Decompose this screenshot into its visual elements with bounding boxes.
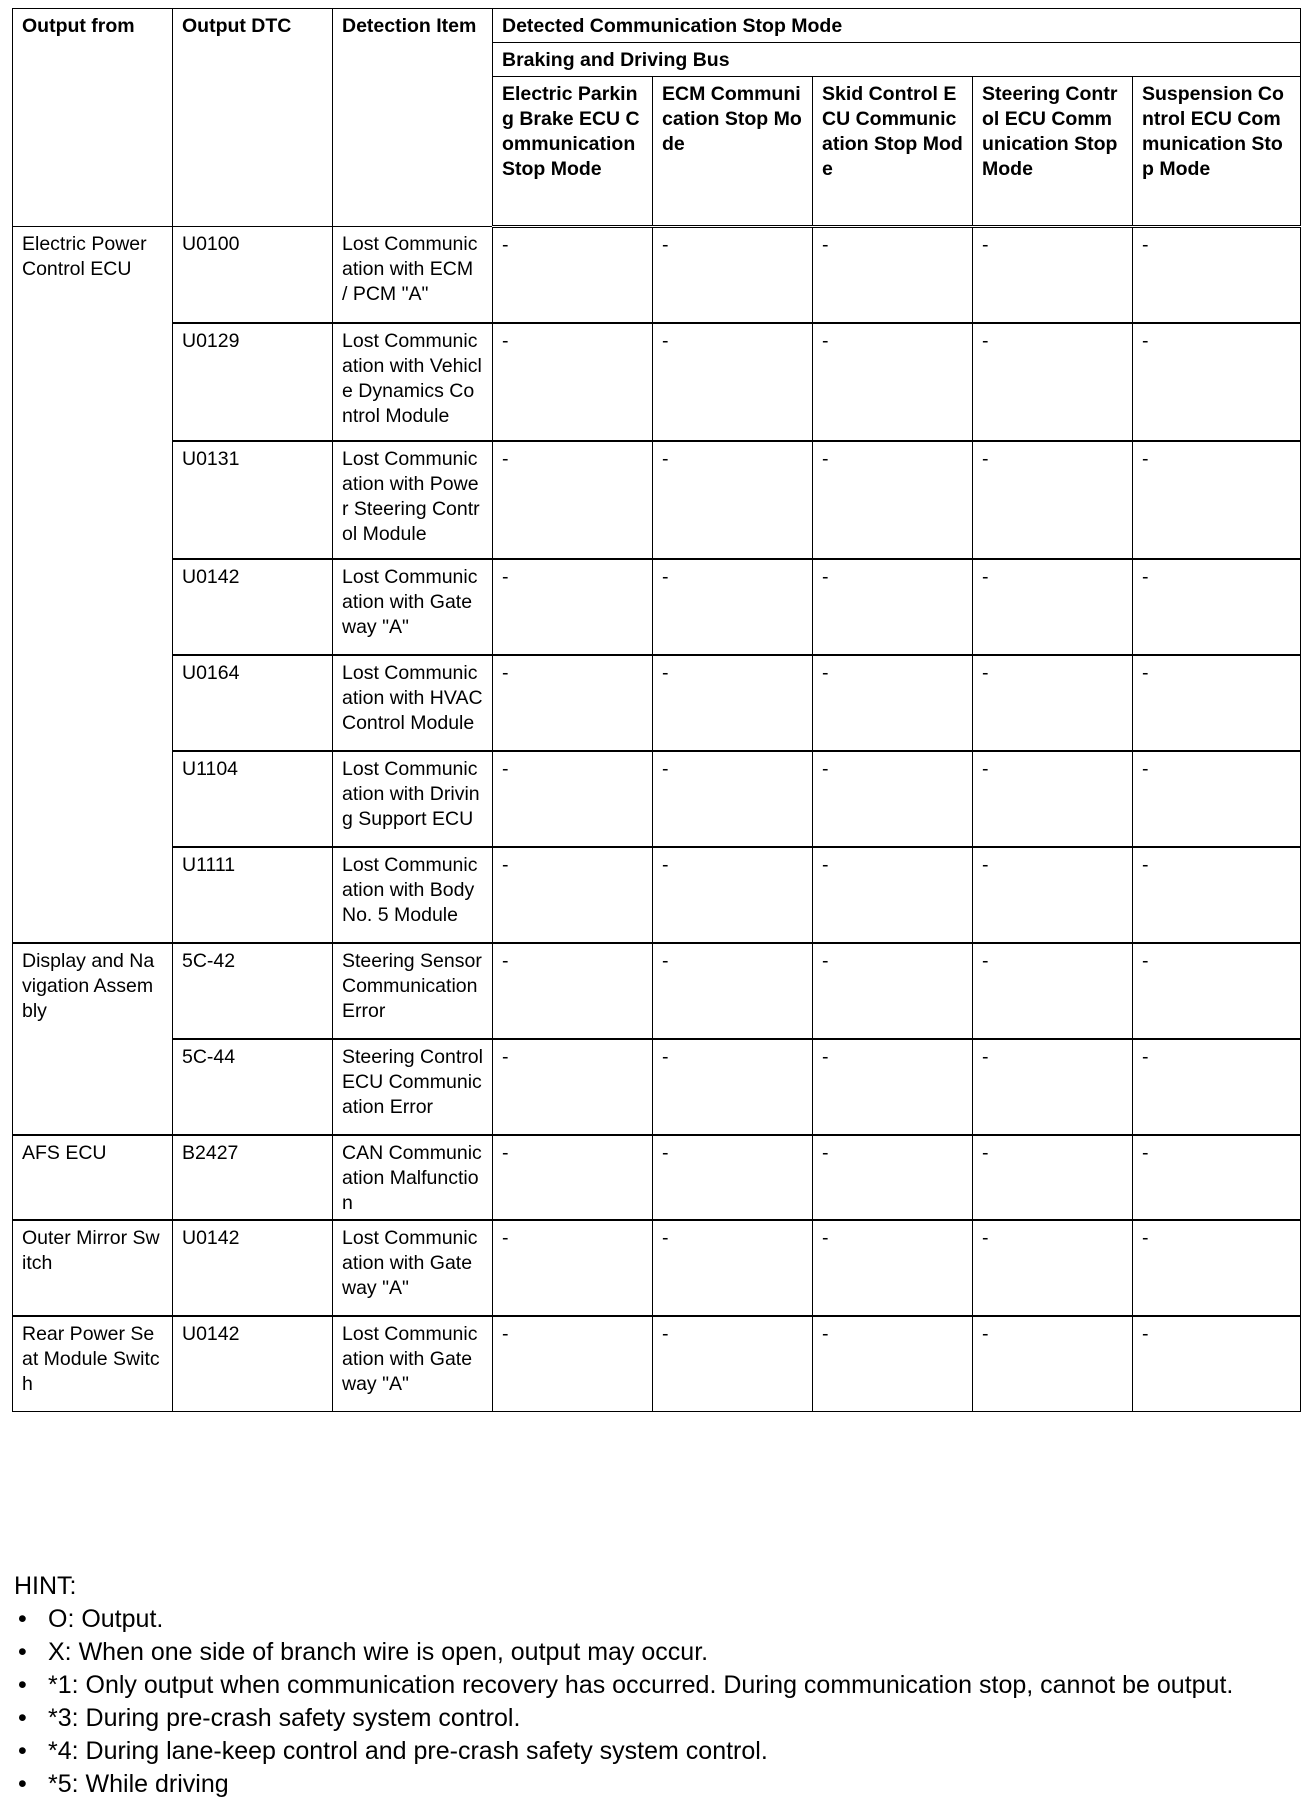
table-row xyxy=(13,323,1301,441)
cell-detection-item: Lost Communication with Gateway "A" xyxy=(333,1316,493,1412)
cell-dtc: B2427 xyxy=(173,1135,333,1220)
cell-dtc: 5C-42 xyxy=(173,943,333,1039)
bullet-icon: • xyxy=(18,1737,27,1765)
cell-mode: - xyxy=(1133,943,1301,1039)
cell-mode: - xyxy=(493,1316,653,1412)
cell-mode: - xyxy=(1133,559,1301,655)
cell-mode: - xyxy=(653,1039,813,1135)
header-mode-ecm: ECM Communication Stop Mode xyxy=(653,77,813,227)
cell-mode: - xyxy=(973,559,1133,655)
cell-dtc: U0164 xyxy=(173,655,333,751)
cell-mode: - xyxy=(973,1135,1133,1220)
header-mode-epb: Electric Parking Brake ECU Communication Stop Mode xyxy=(493,77,653,227)
bullet-icon: • xyxy=(18,1671,27,1699)
cell-mode: - xyxy=(1133,441,1301,559)
cell-mode: - xyxy=(1133,323,1301,441)
cell-mode: - xyxy=(813,1220,973,1316)
cell-mode: - xyxy=(653,441,813,559)
table-row xyxy=(13,441,1301,559)
cell-mode: - xyxy=(973,1039,1133,1135)
cell-mode: - xyxy=(493,943,653,1039)
cell-mode: - xyxy=(493,441,653,559)
cell-detection-item: Lost Communication with Gateway "A" xyxy=(333,559,493,655)
cell-mode: - xyxy=(973,847,1133,943)
bullet-icon: • xyxy=(18,1704,27,1732)
cell-detection-item: Lost Communication with Gateway "A" xyxy=(333,1220,493,1316)
cell-mode: - xyxy=(973,943,1133,1039)
cell-mode: - xyxy=(813,1135,973,1220)
cell-mode: - xyxy=(1133,1220,1301,1316)
hint-item xyxy=(14,1737,1298,1766)
cell-dtc: U1104 xyxy=(173,751,333,847)
cell-mode: - xyxy=(653,943,813,1039)
cell-dtc: U0142 xyxy=(173,559,333,655)
cell-mode: - xyxy=(1133,847,1301,943)
cell-mode: - xyxy=(1133,751,1301,847)
cell-detection-item: Lost Communication with Body No. 5 Module xyxy=(333,847,493,943)
table-row xyxy=(13,751,1301,847)
header-detected-mode: Detected Communication Stop Mode xyxy=(493,9,1301,43)
cell-output-from xyxy=(13,441,173,559)
cell-mode: - xyxy=(973,323,1133,441)
cell-mode: - xyxy=(1133,227,1301,323)
bullet-icon: • xyxy=(18,1605,27,1633)
cell-mode: - xyxy=(493,1135,653,1220)
hint-text: *3: During pre-crash safety system control. xyxy=(48,1704,521,1732)
cell-dtc: 5C-44 xyxy=(173,1039,333,1135)
cell-mode: - xyxy=(653,323,813,441)
cell-output-from xyxy=(13,1039,173,1135)
header-bus: Braking and Driving Bus xyxy=(493,43,1301,77)
cell-mode: - xyxy=(1133,1316,1301,1412)
cell-dtc: U0131 xyxy=(173,441,333,559)
header-mode-steering: Steering Control ECU Communication Stop Mode xyxy=(973,77,1133,227)
table-row xyxy=(13,1135,1301,1220)
hint-item xyxy=(14,1605,1298,1634)
cell-mode: - xyxy=(813,323,973,441)
cell-dtc: U0142 xyxy=(173,1316,333,1412)
table-row xyxy=(13,559,1301,655)
cell-detection-item: CAN Communication Malfunction xyxy=(333,1135,493,1220)
cell-detection-item: Steering Sensor Communication Error xyxy=(333,943,493,1039)
cell-mode: - xyxy=(653,847,813,943)
cell-mode: - xyxy=(653,1135,813,1220)
table-row xyxy=(13,1039,1301,1135)
hint-list xyxy=(14,1605,1298,1799)
bullet-icon: • xyxy=(18,1770,27,1798)
cell-mode: - xyxy=(973,1220,1133,1316)
cell-mode: - xyxy=(813,1316,973,1412)
cell-mode: - xyxy=(493,1039,653,1135)
cell-mode: - xyxy=(493,1220,653,1316)
table-header xyxy=(13,9,1301,227)
cell-detection-item: Lost Communication with Vehicle Dynamics Control Module xyxy=(333,323,493,441)
table-row xyxy=(13,655,1301,751)
hint-text: O: Output. xyxy=(48,1605,164,1633)
cell-mode: - xyxy=(813,559,973,655)
hint-text: *1: Only output when communication recovery has occurred. During communication stop, cannot be output. xyxy=(48,1671,1234,1699)
bullet-icon: • xyxy=(18,1638,27,1666)
cell-mode: - xyxy=(973,441,1133,559)
cell-dtc: U0129 xyxy=(173,323,333,441)
cell-mode: - xyxy=(493,751,653,847)
cell-output-from xyxy=(13,847,173,943)
cell-mode: - xyxy=(1133,1135,1301,1220)
hint-text: *5: While driving xyxy=(48,1770,229,1798)
cell-mode: - xyxy=(813,847,973,943)
hint-text: *4: During lane-keep control and pre-crash safety system control. xyxy=(48,1737,768,1765)
cell-mode: - xyxy=(493,655,653,751)
cell-output-from: Electric Power Control ECU xyxy=(13,227,173,323)
cell-mode: - xyxy=(653,751,813,847)
cell-mode: - xyxy=(813,441,973,559)
cell-mode: - xyxy=(813,943,973,1039)
cell-output-from xyxy=(13,655,173,751)
dtc-table xyxy=(12,8,1301,1412)
hint-item xyxy=(14,1770,1298,1799)
header-detection-item: Detection Item xyxy=(333,9,493,227)
cell-detection-item: Lost Communication with Power Steering Control Module xyxy=(333,441,493,559)
table-row xyxy=(13,1316,1301,1412)
cell-dtc: U1111 xyxy=(173,847,333,943)
cell-dtc: U0100 xyxy=(173,227,333,323)
cell-detection-item: Lost Communication with HVAC Control Module xyxy=(333,655,493,751)
cell-mode: - xyxy=(493,559,653,655)
cell-mode: - xyxy=(653,1220,813,1316)
hint-item xyxy=(14,1671,1298,1700)
table-row xyxy=(13,227,1301,323)
cell-detection-item: Lost Communication with Driving Support ECU xyxy=(333,751,493,847)
table-body xyxy=(13,227,1301,1412)
cell-mode: - xyxy=(973,1316,1133,1412)
header-output-from: Output from xyxy=(13,9,173,227)
cell-mode: - xyxy=(973,227,1133,323)
cell-mode: - xyxy=(653,1316,813,1412)
cell-mode: - xyxy=(813,751,973,847)
header-output-dtc: Output DTC xyxy=(173,9,333,227)
cell-output-from xyxy=(13,751,173,847)
cell-mode: - xyxy=(813,655,973,751)
cell-detection-item: Lost Communication with ECM / PCM "A" xyxy=(333,227,493,323)
cell-output-from xyxy=(13,323,173,441)
cell-dtc: U0142 xyxy=(173,1220,333,1316)
hint-title: HINT: xyxy=(14,1572,77,1600)
cell-mode: - xyxy=(653,655,813,751)
cell-output-from xyxy=(13,559,173,655)
cell-mode: - xyxy=(813,227,973,323)
cell-output-from: Rear Power Seat Module Switch xyxy=(13,1316,173,1412)
header-mode-skid: Skid Control ECU Communication Stop Mode xyxy=(813,77,973,227)
table-row xyxy=(13,1220,1301,1316)
cell-mode: - xyxy=(653,227,813,323)
table-row xyxy=(13,943,1301,1039)
hint-item xyxy=(14,1638,1298,1667)
cell-mode: - xyxy=(1133,1039,1301,1135)
cell-output-from: AFS ECU xyxy=(13,1135,173,1220)
hint-text: X: When one side of branch wire is open, output may occur. xyxy=(48,1638,709,1666)
header-mode-suspension: Suspension Control ECU Communication Stop Mode xyxy=(1133,77,1301,227)
cell-mode: - xyxy=(493,847,653,943)
hint-section xyxy=(14,1572,1298,1799)
cell-mode: - xyxy=(813,1039,973,1135)
cell-output-from: Display and Navigation Assembly xyxy=(13,943,173,1039)
cell-output-from: Outer Mirror Switch xyxy=(13,1220,173,1316)
table-row xyxy=(13,847,1301,943)
cell-mode: - xyxy=(1133,655,1301,751)
cell-detection-item: Steering Control ECU Communication Error xyxy=(333,1039,493,1135)
hint-item xyxy=(14,1704,1298,1733)
cell-mode: - xyxy=(973,655,1133,751)
cell-mode: - xyxy=(653,559,813,655)
cell-mode: - xyxy=(493,227,653,323)
cell-mode: - xyxy=(973,751,1133,847)
cell-mode: - xyxy=(493,323,653,441)
